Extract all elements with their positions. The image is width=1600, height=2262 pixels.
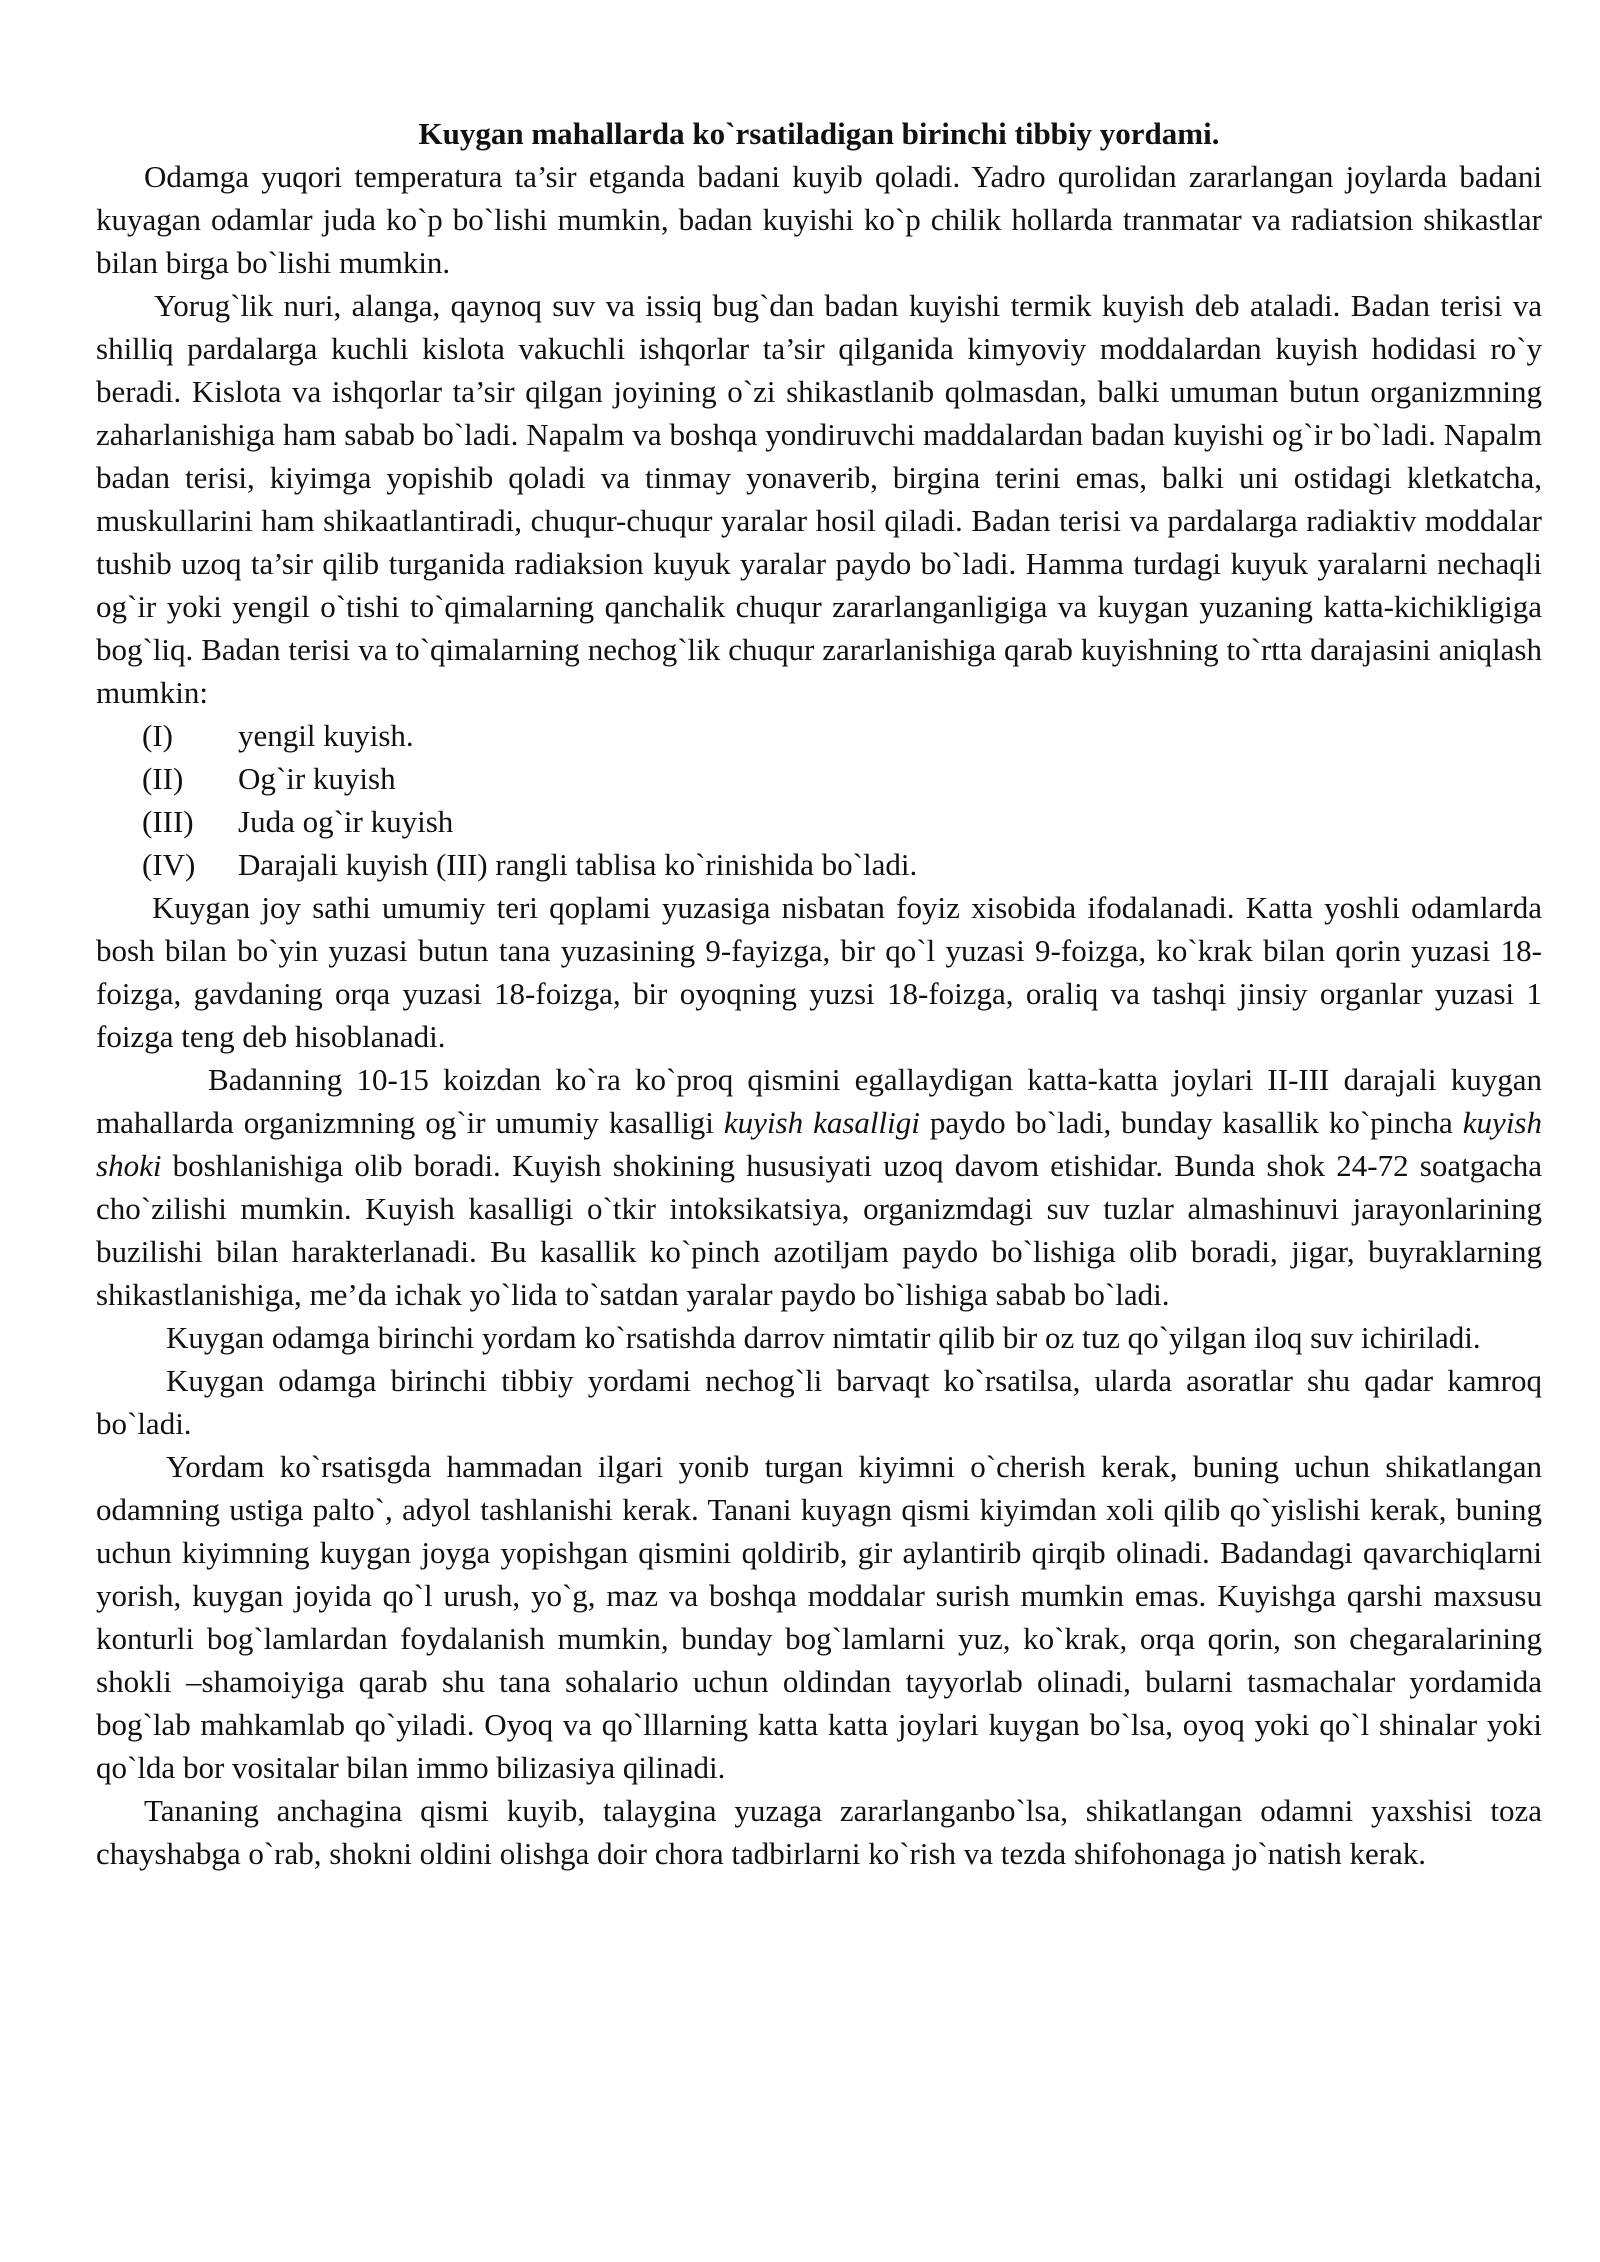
- paragraph-first-aid-steps: Yordam ko`rsatisgda hammadan ilgari yonib turgan kiyimni o`cherish kerak, buning uchun shikatlangan odamning ustiga palto`, adyol tashlanishi kerak. Tanani kuyagn qismi kiyimdan xoli qilib qo`yislishi kerak, buning uchun kiyimning kuygan joyga yopishgan qismini qoldirib, gir aylantirib qirqib olinadi. Badandagi qavarchiqlarni yorish, kuygan joyida qo`l urush, yo`g, maz va boshqa moddalar surish mumkin emas. Kuyishga qarshi maxsusu konturli bog`lamlardan foydalanish mumkin, bunday bog`lamlarni yuz, ko`krak, orqa qorin, son chegaralarining shokli –shamoiyiga qarab shu tana sohalario uchun oldindan tayyorlab olinadi, bularni tasmachalar yordamida bog`lab mahkamlab qo`yiladi. Oyoq va qo`lllarning katta katta joylari kuygan bo`lsa, oyoq yoki qo`l shinalar yoki qo`lda bor vositalar bilan immo bilizasiya qilinadi.: [96, 1449, 1542, 1785]
- list-item: [142, 714, 1542, 757]
- paragraph-hospital-transfer: Tananing anchagina qismi kuyib, talaygina yuzaga zararlanganbo`lsa, shikatlangan odamni yaxshisi toza chayshabga o`rab, shokni oldini olishga doir chora tadbirlarni ko`rish va tezda shifohonaga jo`natish kerak.: [96, 1793, 1542, 1871]
- list-item: [142, 757, 1542, 800]
- paragraph-burn-types: Yorug`lik nuri, alanga, qaynoq suv va issiq bug`dan badan kuyishi termik kuyish deb ataladi. Badan terisi va shilliq pardalarga kuchli kislota vakuchli ishqorlar ta’sir qilganida kimyoviy moddalardan kuyish hodidasi ro`y beradi. Kislota va ishqorlar ta’sir qilgan joyining o`zi shikastlanib qolmasdan, balki umuman butun organizmning zaharlanishiga ham sabab bo`ladi. Napalm va boshqa yondiruvchi maddalardan badan kuyishi og`ir bo`ladi. Napalm badan terisi, kiyimga yopishib qoladi va tinmay yonaverib, birgina terini emas, balki uni ostidagi kletkatcha, muskullarini ham shikaatlantiradi, chuqur-chuqur yaralar hosil qiladi. Badan terisi va pardalarga radiaktiv moddalar tushib uzoq ta’sir qilib turganida radiaksion kuyuk yaralar paydo bo`ladi. Hamma turdagi kuyuk yaralarni nechaqli og`ir yoki yengil o`tishi to`qimalarning qanchalik chuqur zararlanganligiga va kuygan yuzaning katta-kichikligiga bog`liq. Badan terisi va to`qimalarning nechog`lik chuqur zararlanishiga qarab kuyishning to`rtta darajasini aniqlash mumkin:: [96, 288, 1542, 710]
- paragraph-first-aid-timing: Kuygan odamga birinchi tibbiy yordami nechog`li barvaqt ko`rsatilsa, ularda asoratlar shu qadar kamroq bo`ladi.: [96, 1363, 1542, 1441]
- term-burn-disease: kuyish kasalligi: [723, 1105, 920, 1140]
- paragraph-text: paydo bo`ladi, bunday kasallik ko`pincha: [919, 1105, 1463, 1140]
- list-item-number: (IV): [142, 847, 196, 882]
- burn-degree-list: [96, 714, 1542, 886]
- list-item-number: (II): [142, 761, 184, 796]
- list-item: [142, 800, 1542, 843]
- paragraph-first-aid-drink: Kuygan odamga birinchi yordam ko`rsatishda darrov nimtatir qilib bir oz tuz qo`yilgan iloq suv ichiriladi.: [166, 1320, 1481, 1355]
- paragraph-burn-disease: [96, 1058, 1542, 1316]
- document-title: Kuygan mahallarda ko`rsatiladigan birinchi tibbiy yordami.: [418, 116, 1220, 151]
- list-item-text: Juda og`ir kuyish: [238, 804, 454, 839]
- list-item-number: (I): [142, 718, 173, 753]
- list-item-text: Darajali kuyish (III) rangli tablisa ko`rinishida bo`ladi.: [238, 847, 918, 882]
- paragraph-text: Badanning 10-15 koizdan ko`ra ko`proq qismini egallaydigan katta-katta joylari II-III darajali kuygan mahallarda organizmning og`ir umumiy kasalligi: [96, 1062, 1542, 1140]
- list-item-number: (III): [142, 804, 194, 839]
- paragraph-burn-area: Kuygan joy sathi umumiy teri qoplami yuzasiga nisbatan foyiz xisobida ifodalanadi. Katta yoshli odamlarda bosh bilan bo`yin yuzasi butun tana yuzasining 9-fayizga, bir qo`l yuzasi 9-foizga, ko`krak bilan qorin yuzasi 18-foizga, gavdaning orqa yuzasi 18-foizga, bir oyoqning yuzsi 18-foizga, oraliq va tashqi jinsiy organlar yuzasi 1 foizga teng deb hisoblanadi.: [96, 890, 1542, 1054]
- paragraph-intro: Odamga yuqori temperatura ta’sir etganda badani kuyib qoladi. Yadro qurolidan zararlangan joylarda badani kuyagan odamlar juda ko`p bo`lishi mumkin, badan kuyishi ko`p chilik hollarda tranmatar va radiatsion shikastlar bilan birga bo`lishi mumkin.: [96, 159, 1542, 280]
- list-item: [142, 843, 1542, 886]
- paragraph-text: boshlanishiga olib boradi. Kuyish shokining hususiyati uzoq davom etishidar. Bunda shok 24-72 soatgacha cho`zilishi mumkin. Kuyish kasalligi o`tkir intoksikatsiya, organizmdagi suv tuzlar almashinuvi jarayonlarining buzilishi bilan harakterlanadi. Bu kasallik ko`pinch azotiljam paydo bo`lishiga olib boradi, jigar, buyraklarning shikastlanishiga, me’da ichak yo`lida to`satdan yaralar paydo bo`lishiga sabab bo`ladi.: [96, 1148, 1542, 1312]
- list-item-text: Og`ir kuyish: [238, 761, 396, 796]
- term-burn-shock: kuyish shoki: [96, 1105, 1542, 1183]
- list-item-text: yengil kuyish.: [238, 718, 414, 753]
- document-page: [96, 112, 1542, 1875]
